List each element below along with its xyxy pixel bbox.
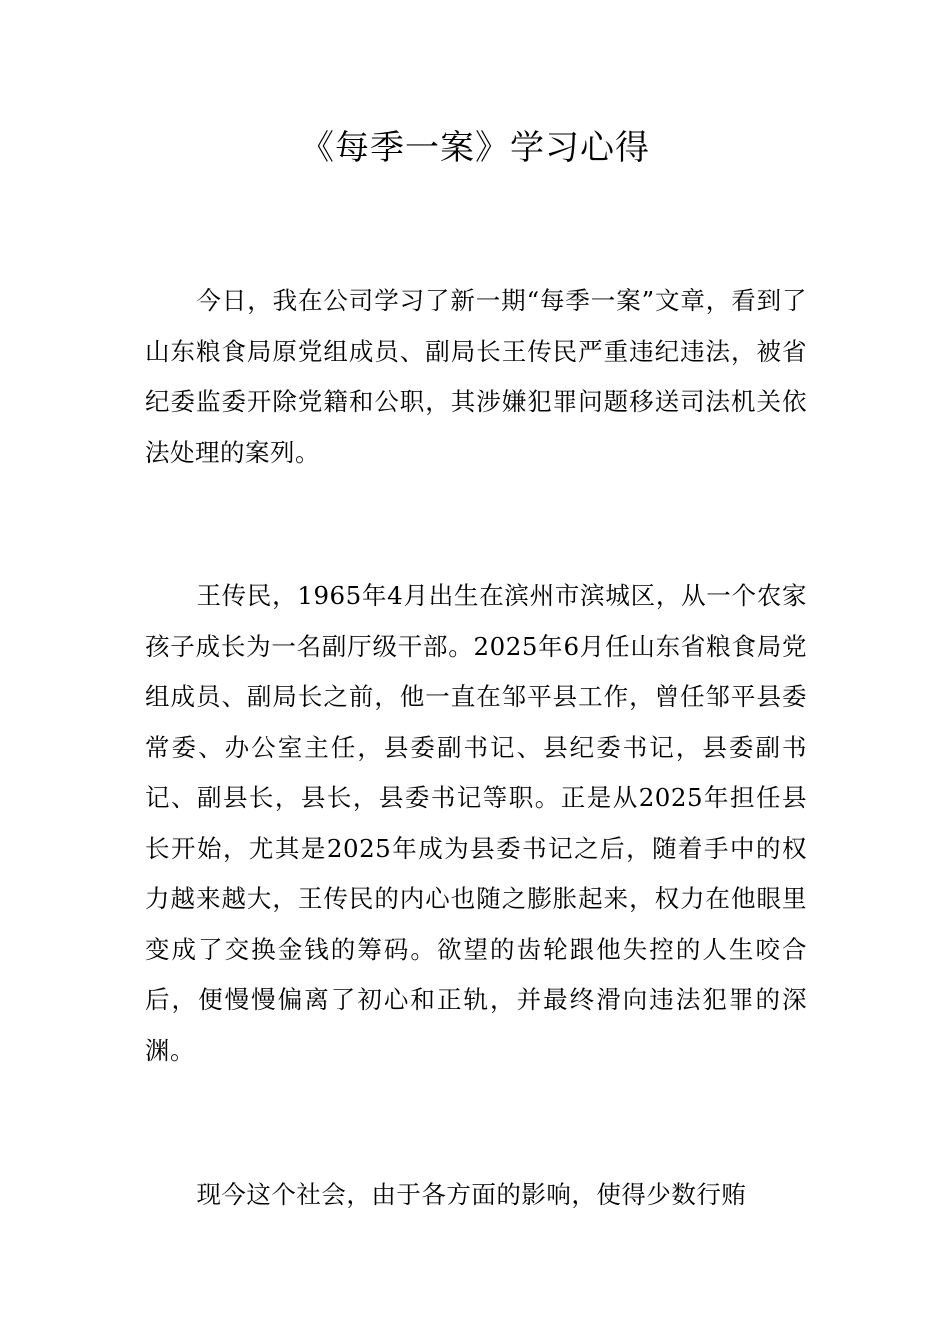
paragraph-reflection: 现今这个社会，由于各方面的影响，使得少数行贿: [196, 1180, 747, 1209]
document-title: 《每季一案》学习心得: [300, 128, 650, 168]
paragraph-intro: 今日，我在公司学习了新一期“每季一案”文章，看到了山东粮食局原党组成员、副局长王传民严重违纪违法，被省纪委监委开除党籍和公职，其涉嫌犯罪问题移送司法机关依法处理的案列。: [145, 286, 807, 467]
paragraph-case-details: 王传民，1965年4月出生在滨州市滨城区，从一个农家孩子成长为一名副厅级干部。2025年6月任山东省粮食局党组成员、副局长之前，他一直在邹平县工作，曾任邹平县委常委、办公室主任，县委副书记、县纪委书记，县委副书记、副县长，县长，县委书记等职。正是从2025年担任县长开始，尤其是2025年成为县委书记之后，随着手中的权力越来越大，王传民的内心也随之膨胀起来，权力在他眼里变成了交换金钱的筹码。欲望的齿轮跟他失控的人生咬合后，便慢慢偏离了初心和正轨，并最终滑向违法犯罪的深渊。: [145, 581, 807, 1065]
